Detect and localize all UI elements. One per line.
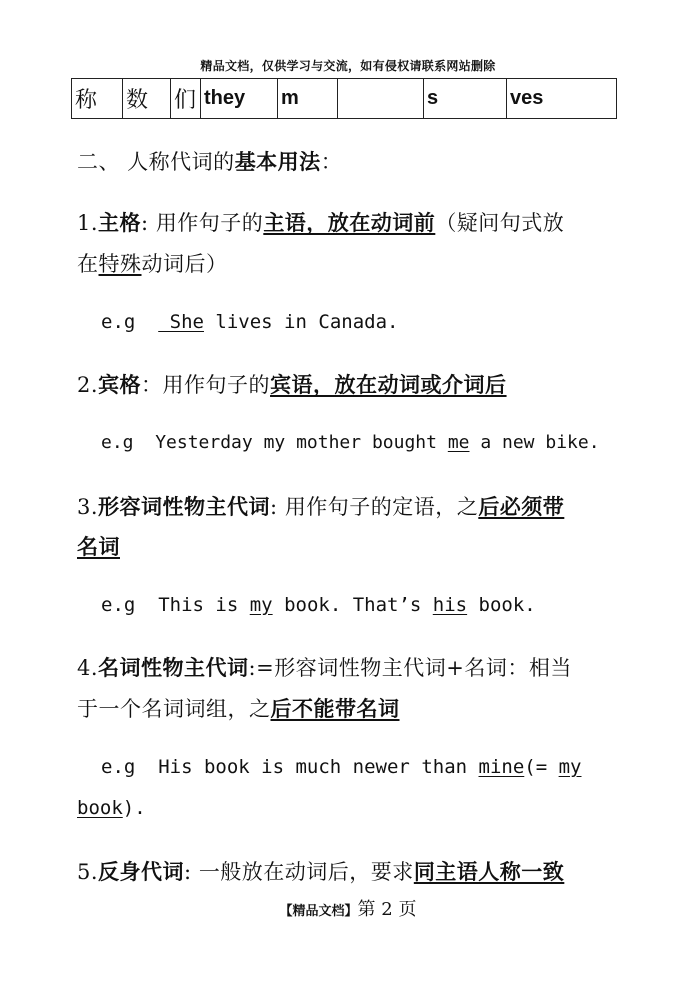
footer-tag: 【精品文档】 bbox=[279, 904, 358, 919]
example-sentence: e.g This is my book. That’s his book. bbox=[101, 594, 536, 616]
table-cell: 数 bbox=[123, 79, 171, 119]
item-noun-possessive: 4.名词性物主代词:=形容词性物主代词+名词：相当 bbox=[77, 655, 572, 680]
table-cell: they bbox=[201, 79, 278, 119]
table-cell: ves bbox=[507, 79, 617, 119]
page-number: 第 2 页 bbox=[357, 899, 417, 920]
page-footer bbox=[0, 895, 696, 921]
document-watermark: 精品文档，仅供学习与交流，如有侵权请联系网站删除 bbox=[200, 59, 496, 73]
key-rule: 后不能带名词 bbox=[270, 696, 400, 721]
example-sentence-line2: book). bbox=[77, 797, 146, 819]
item-noun-possessive-line2: 于一个名词词组，之后不能带名词 bbox=[77, 696, 400, 721]
term-label: 宾格 bbox=[98, 372, 142, 397]
key-rule: 同主语人称一致 bbox=[413, 859, 565, 884]
term-label: 名词性物主代词 bbox=[98, 655, 249, 680]
section-title: 二、 人称代词的基本用法： bbox=[77, 149, 343, 174]
table-cell: 称 bbox=[72, 79, 123, 119]
item-reflexive: 5.反身代词: 一般放在动词后，要求同主语人称一致 bbox=[77, 859, 565, 884]
table-cell bbox=[338, 79, 424, 119]
table-cell: m bbox=[278, 79, 338, 119]
term-label: 形容词性物主代词 bbox=[98, 494, 271, 519]
key-rule: 宾语，放在动词或介词后 bbox=[270, 372, 507, 397]
term-label: 主格 bbox=[98, 210, 142, 235]
key-rule: 名词 bbox=[77, 534, 120, 559]
table-row bbox=[72, 79, 617, 119]
example-sentence: e.g She lives in Canada. bbox=[101, 311, 399, 333]
table-cell: s bbox=[424, 79, 507, 119]
example-sentence: e.g Yesterday my mother bought me a new bike. bbox=[101, 432, 600, 453]
item-adjective-possessive: 3.形容词性物主代词: 用作句子的定语，之后必须带 bbox=[77, 494, 565, 519]
key-rule: 后必须带 bbox=[478, 494, 565, 519]
example-sentence: e.g His book is much newer than mine(= my bbox=[101, 756, 582, 778]
key-rule: 主语，放在动词前 bbox=[263, 210, 436, 235]
item-adjective-possessive-line2 bbox=[77, 531, 120, 561]
item-subject-case-line2: 在特殊动词后） bbox=[77, 252, 228, 276]
item-object-case: 2.宾格：用作句子的宾语，放在动词或介词后 bbox=[77, 372, 507, 397]
term-label: 反身代词 bbox=[98, 859, 185, 884]
pronoun-table bbox=[71, 78, 617, 119]
item-subject-case: 1.主格: 用作句子的主语，放在动词前（疑问句式放 bbox=[77, 210, 565, 235]
table-cell: 们 bbox=[171, 79, 201, 119]
